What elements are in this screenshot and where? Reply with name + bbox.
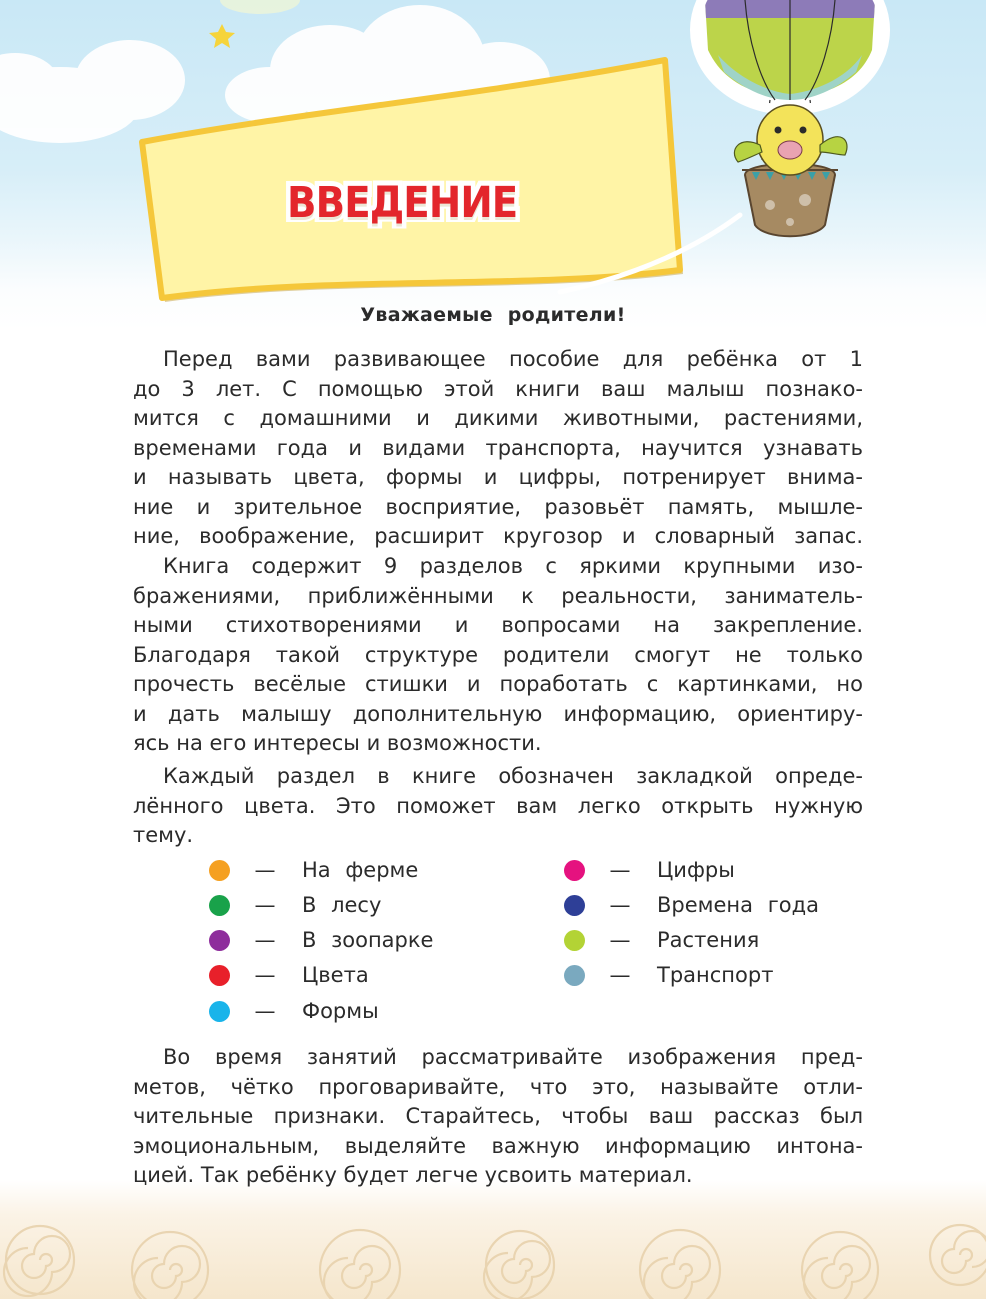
legend-item-zoo: — В зоопарке <box>209 925 433 955</box>
text-line: метов, чётко проговаривайте, что это, называйте отли- <box>133 1074 863 1099</box>
color-dot-icon <box>209 1001 230 1022</box>
legend-label: Цвета <box>302 963 369 987</box>
legend-label: Цифры <box>657 858 735 882</box>
color-dot-icon <box>564 965 585 986</box>
color-dot-icon <box>209 930 230 951</box>
content-paragraph <box>133 552 863 759</box>
legend-label: В зоопарке <box>302 928 434 952</box>
legend-item-seasons: — Времена года <box>564 890 819 920</box>
salutation: Уважаемые родители! <box>360 304 626 326</box>
legend-label: Растения <box>657 928 760 952</box>
advice-paragraph <box>133 1043 863 1191</box>
intro-paragraph <box>133 345 863 552</box>
text-line: ние и зрительное восприятие, разовьёт память, мышле- <box>133 494 863 519</box>
color-dot-icon <box>564 860 585 881</box>
text-line: временами года и видами транспорта, научится узнавать <box>133 435 863 460</box>
text-line: тему. <box>133 823 194 847</box>
text-line: эмоциональным, выделяйте важную информацию интона- <box>133 1133 863 1158</box>
legend-item-forest: — В лесу <box>209 890 381 920</box>
text-line: цией. Так ребёнку будет легче усвоить материал. <box>133 1163 693 1187</box>
bookmarks-paragraph <box>133 762 863 851</box>
legend-item-transport: — Транспорт <box>564 960 773 990</box>
color-dot-icon <box>209 965 230 986</box>
text-line: бражениями, приближёнными к реальности, заниматель- <box>133 583 863 608</box>
text-line: Каждый раздел в книге обозначен закладкой опреде- <box>163 764 863 788</box>
legend-item-numbers: — Цифры <box>564 855 735 885</box>
page-title: ВВЕДЕНИЕ <box>287 178 518 228</box>
text-line: до 3 лет. С помощью этой книги ваш малыш познако- <box>133 376 863 401</box>
legend-item-shapes: — Формы <box>209 996 379 1026</box>
color-dot-icon <box>209 895 230 916</box>
text-line: и дать малышу дополнительную информацию, ориентиру- <box>133 701 863 726</box>
legend-item-plants: — Растения <box>564 925 759 955</box>
text-line: ясь на его интересы и возможности. <box>133 731 542 755</box>
color-dot-icon <box>209 860 230 881</box>
text-line: Перед вами развивающее пособие для ребёнка от 1 <box>163 347 863 371</box>
color-dot-icon <box>564 930 585 951</box>
text-line: Благодаря такой структуре родители смогут не только <box>133 642 863 667</box>
legend-label: Транспорт <box>657 963 774 987</box>
color-dot-icon <box>564 895 585 916</box>
legend-item-colors: — Цвета <box>209 960 369 990</box>
text-line: Книга содержит 9 разделов с яркими крупными изо- <box>163 554 863 578</box>
legend-label: Формы <box>302 999 379 1023</box>
text-line: ние, воображение, расширит кругозор и словарный запас. <box>133 524 863 548</box>
text-line: Во время занятий рассматривайте изображения пред- <box>163 1045 863 1069</box>
text-line: ными стихотворениями и вопросами на закрепление. <box>133 613 863 637</box>
text-line: чительные признаки. Старайтесь, чтобы ваш рассказ был <box>133 1104 863 1128</box>
legend-label: Времена года <box>657 893 819 917</box>
legend-label: На ферме <box>302 858 419 882</box>
bottom-swirls <box>0 1190 986 1299</box>
text-line: мится с домашними и дикими животными, растениями, <box>133 406 863 430</box>
text-line: лённого цвета. Это поможет вам легко открыть нужную <box>133 793 863 818</box>
legend-item-farm: — На ферме <box>209 855 418 885</box>
text-line: и называть цвета, формы и цифры, потренирует внима- <box>133 465 863 489</box>
text-line: прочесть весёлые стишки и поработать с картинками, но <box>133 672 863 696</box>
legend-label: В лесу <box>302 893 382 917</box>
balloon-illustration <box>0 0 986 330</box>
